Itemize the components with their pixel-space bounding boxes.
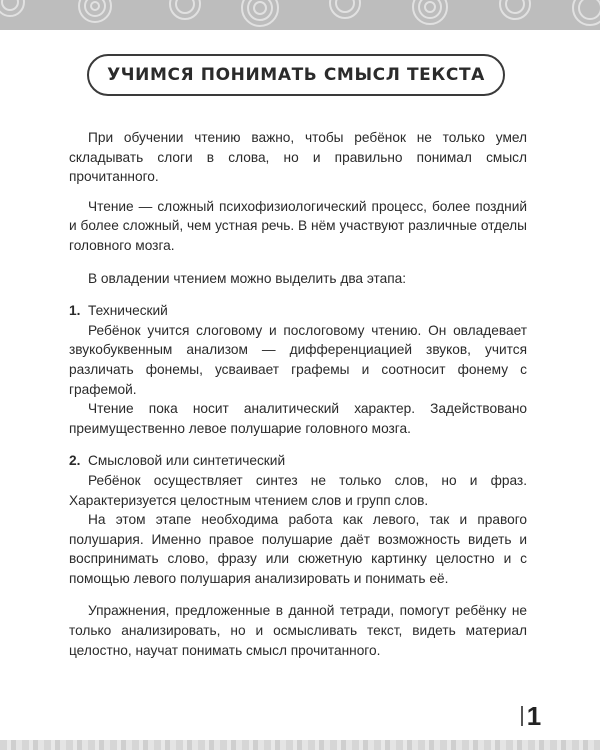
page-number-value: 1 (526, 700, 542, 731)
stage-2-heading (69, 451, 527, 471)
page-number-bar (521, 706, 523, 726)
stage-1-title: Технический (88, 303, 168, 319)
page-title-frame (87, 54, 505, 96)
decorative-header-band (0, 0, 600, 30)
conclusion-paragraph: Упражнения, предложенные в данной тетради, помогут ребёнку не только анализировать, но и осмысливать текст, видеть материал целостно, научат понимать смысл прочитанного. (69, 603, 527, 658)
stage-2-section (69, 451, 527, 588)
stage-1-number: 1. (69, 303, 81, 319)
circle-pattern-decoration (0, 0, 600, 30)
decorative-footer-band (0, 740, 600, 750)
page-title: УЧИМСЯ ПОНИМАТЬ СМЫСЛ ТЕКСТА (107, 65, 485, 85)
stage-2-paragraph-2: На этом этапе необходима работа как левого, так и правого полушария. Именно правое полушарие даёт возможность видеть и воспринимать слово, фразу или сюжетную картинку целостно и с помощью левого полушария анализировать и понимать её. (69, 512, 527, 586)
intro-paragraph-3: В овладении чтением можно выделить два этапа: (88, 270, 407, 286)
stage-1-paragraph-2: Чтение пока носит аналитический характер. Задействовано преимущественно левое полушарие головного мозга. (69, 401, 527, 436)
intro-paragraph-1: При обучении чтению важно, чтобы ребёнок не только умел складывать слоги в слова, но и правильно понимал смысл прочитанного. (69, 130, 527, 185)
stage-1-paragraph-1: Ребёнок учится слоговому и послоговому чтению. Он овладевает звукобуквенным анализом — дифференциацией звуков, учится различать фонемы, усваивает графемы и соотносит фонему с графемой. (69, 322, 527, 397)
stage-2-number: 2. (69, 453, 81, 469)
stage-1-section (69, 301, 527, 438)
document-body (69, 128, 527, 660)
intro-paragraph-2: Чтение — сложный психофизиологический процесс, более поздний и более сложный, чем устная речь. В нём участвуют различные отделы головного мозга. (69, 198, 527, 253)
stage-2-title: Смысловой или синтетический (88, 453, 286, 469)
stage-2-paragraph-1: Ребёнок осуществляет синтез не только слов, но и фраз. Характеризуется целостным чтением слов и групп слов. (69, 472, 527, 508)
page-number (510, 698, 552, 734)
stage-1-heading (69, 301, 527, 321)
